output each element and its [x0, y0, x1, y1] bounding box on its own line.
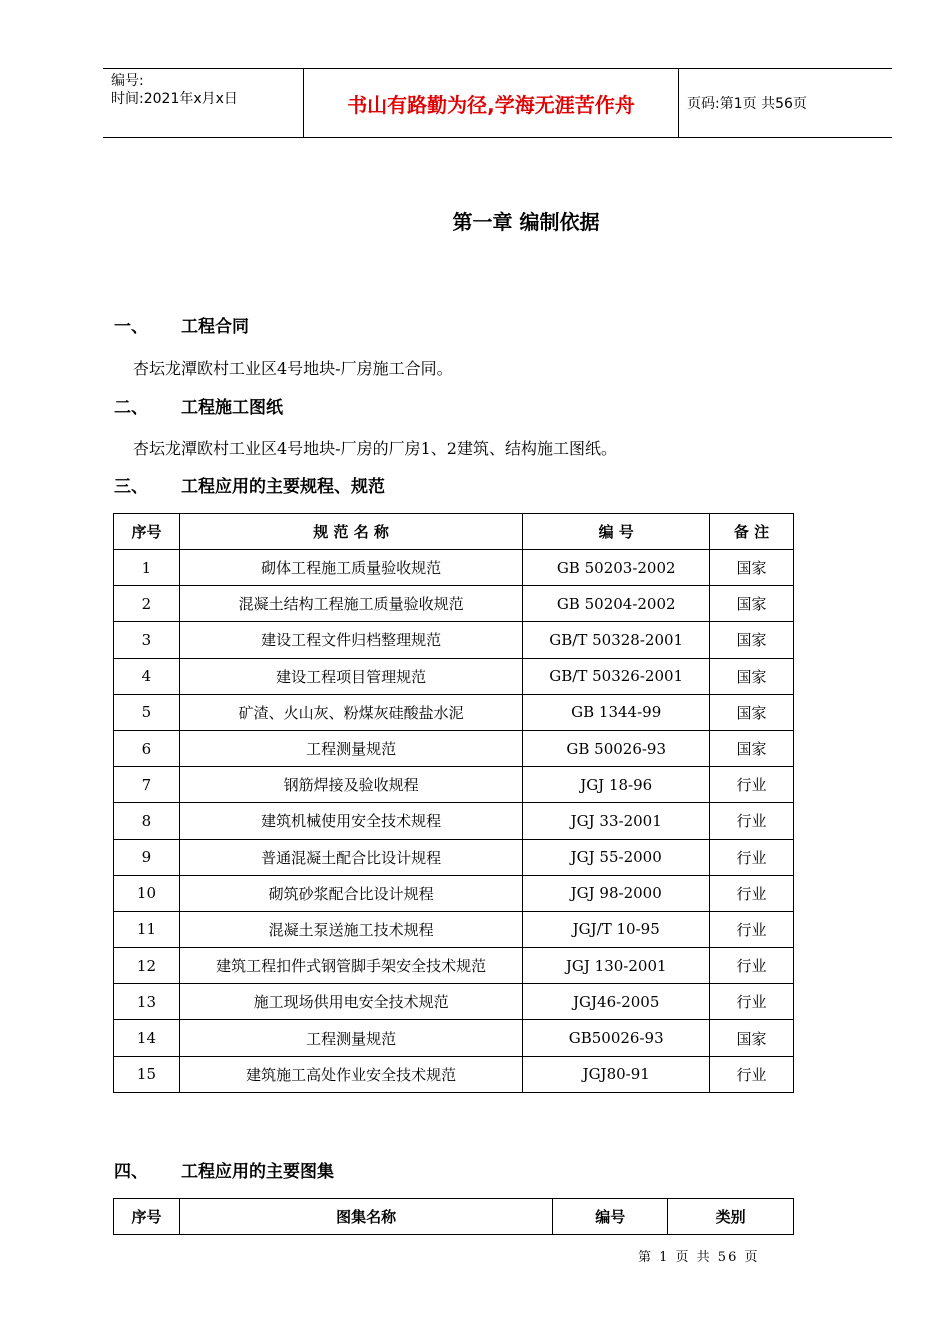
- section-title: 工程应用的主要规程、规范: [181, 477, 385, 497]
- table-cell: 矿渣、火山灰、粉煤灰硅酸盐水泥: [179, 694, 522, 730]
- table-cell: 国家: [710, 730, 794, 766]
- header-meta: [103, 69, 303, 137]
- table-cell: 4: [114, 658, 180, 694]
- section-heading-1: [114, 312, 249, 337]
- table-cell: 14: [114, 1020, 180, 1056]
- table-cell: 2: [114, 586, 180, 622]
- table-cell: 10: [114, 875, 180, 911]
- table-row: [114, 1020, 794, 1056]
- section-heading-4: [114, 1157, 334, 1182]
- table-cell: 行业: [710, 875, 794, 911]
- table-row: [114, 730, 794, 766]
- col-header: 规 范 名 称: [179, 514, 522, 550]
- col-header: 备 注: [710, 514, 794, 550]
- table-row: [114, 767, 794, 803]
- table-cell: 行业: [710, 1056, 794, 1092]
- table-row: [114, 839, 794, 875]
- table-header-row: [114, 1199, 794, 1235]
- table-row: [114, 550, 794, 586]
- table-cell: 7: [114, 767, 180, 803]
- table-cell: 普通混凝土配合比设计规程: [179, 839, 522, 875]
- table-cell: JGJ 130-2001: [523, 948, 710, 984]
- col-header: 编 号: [523, 514, 710, 550]
- table-cell: 国家: [710, 586, 794, 622]
- table-cell: 钢筋焊接及验收规程: [179, 767, 522, 803]
- table-cell: 6: [114, 730, 180, 766]
- table-cell: 3: [114, 622, 180, 658]
- table-row: [114, 658, 794, 694]
- table-cell: GB 50204-2002: [523, 586, 710, 622]
- section-title: 工程合同: [181, 317, 249, 337]
- section-heading-2: [114, 393, 283, 418]
- table-cell: GB50026-93: [523, 1020, 710, 1056]
- section-number: 一、: [114, 317, 148, 337]
- table-cell: 15: [114, 1056, 180, 1092]
- table-cell: 国家: [710, 694, 794, 730]
- table-row: [114, 1056, 794, 1092]
- col-header: 图集名称: [179, 1199, 552, 1235]
- table-row: [114, 911, 794, 947]
- table-cell: 5: [114, 694, 180, 730]
- table-cell: 12: [114, 948, 180, 984]
- spec-table: [113, 513, 794, 1093]
- table-cell: 砌体工程施工质量验收规范: [179, 550, 522, 586]
- table-cell: 砌筑砂浆配合比设计规程: [179, 875, 522, 911]
- section-heading-3: [114, 472, 385, 497]
- table-cell: 建设工程项目管理规范: [179, 658, 522, 694]
- table-cell: GB/T 50328-2001: [523, 622, 710, 658]
- header-page-code: 页码:第1页 共56页: [687, 96, 807, 112]
- table-cell: 国家: [710, 1020, 794, 1056]
- table-row: [114, 984, 794, 1020]
- table-row: [114, 622, 794, 658]
- col-header: 序号: [114, 1199, 180, 1235]
- section-number: 三、: [114, 477, 148, 497]
- table-cell: JGJ 18-96: [523, 767, 710, 803]
- number-label: 编号:: [111, 73, 144, 89]
- table-cell: 建筑施工高处作业安全技术规范: [179, 1056, 522, 1092]
- table-cell: JGJ 33-2001: [523, 803, 710, 839]
- col-header: 序号: [114, 514, 180, 550]
- table-cell: 施工现场供用电安全技术规范: [179, 984, 522, 1020]
- table-row: [114, 875, 794, 911]
- table-header-row: [114, 514, 794, 550]
- table-cell: 1: [114, 550, 180, 586]
- header-motto: 书山有路勤为径,学海无涯苦作舟: [347, 92, 635, 117]
- table-cell: 混凝土结构工程施工质量验收规范: [179, 586, 522, 622]
- table-cell: 国家: [710, 550, 794, 586]
- table-cell: 国家: [710, 658, 794, 694]
- table-row: [114, 803, 794, 839]
- table-cell: GB 50026-93: [523, 730, 710, 766]
- table-row: [114, 586, 794, 622]
- table-cell: GB/T 50326-2001: [523, 658, 710, 694]
- table-cell: 工程测量规范: [179, 730, 522, 766]
- table-cell: 建筑工程扣件式钢管脚手架安全技术规范: [179, 948, 522, 984]
- header-motto-cell: [303, 69, 679, 137]
- table-cell: JGJ/T 10-95: [523, 911, 710, 947]
- page-header: [103, 68, 892, 138]
- section-number: 四、: [114, 1162, 148, 1182]
- table-cell: 建筑机械使用安全技术规程: [179, 803, 522, 839]
- table-cell: 建设工程文件归档整理规范: [179, 622, 522, 658]
- table-cell: GB 50203-2002: [523, 550, 710, 586]
- table-cell: 13: [114, 984, 180, 1020]
- atlas-table: [113, 1198, 794, 1235]
- table-cell: JGJ 98-2000: [523, 875, 710, 911]
- table-cell: JGJ46-2005: [523, 984, 710, 1020]
- table-cell: 国家: [710, 622, 794, 658]
- table-cell: GB 1344-99: [523, 694, 710, 730]
- table-cell: 11: [114, 911, 180, 947]
- col-header: 类别: [668, 1199, 794, 1235]
- section-text-1: 杏坛龙潭欧村工业区4号地块-厂房施工合同。: [133, 359, 453, 378]
- table-cell: 混凝土泵送施工技术规程: [179, 911, 522, 947]
- table-cell: 工程测量规范: [179, 1020, 522, 1056]
- table-cell: 行业: [710, 911, 794, 947]
- table-cell: 8: [114, 803, 180, 839]
- table-cell: JGJ80-91: [523, 1056, 710, 1092]
- table-row: [114, 948, 794, 984]
- table-cell: 行业: [710, 767, 794, 803]
- table-cell: 9: [114, 839, 180, 875]
- col-header: 编号: [553, 1199, 668, 1235]
- section-title: 工程应用的主要图集: [181, 1162, 334, 1182]
- section-text-2: 杏坛龙潭欧村工业区4号地块-厂房的厂房1、2建筑、结构施工图纸。: [133, 439, 617, 458]
- table-cell: 行业: [710, 839, 794, 875]
- table-cell: 行业: [710, 984, 794, 1020]
- table-cell: 行业: [710, 948, 794, 984]
- table-cell: JGJ 55-2000: [523, 839, 710, 875]
- page-footer: 第 1 页 共 56 页: [638, 1250, 760, 1265]
- table-cell: 行业: [710, 803, 794, 839]
- table-row: [114, 694, 794, 730]
- section-number: 二、: [114, 398, 148, 418]
- chapter-title: 第一章 编制依据: [452, 210, 600, 234]
- time-label: 时间:2021年x月x日: [111, 91, 238, 107]
- section-title: 工程施工图纸: [181, 398, 283, 418]
